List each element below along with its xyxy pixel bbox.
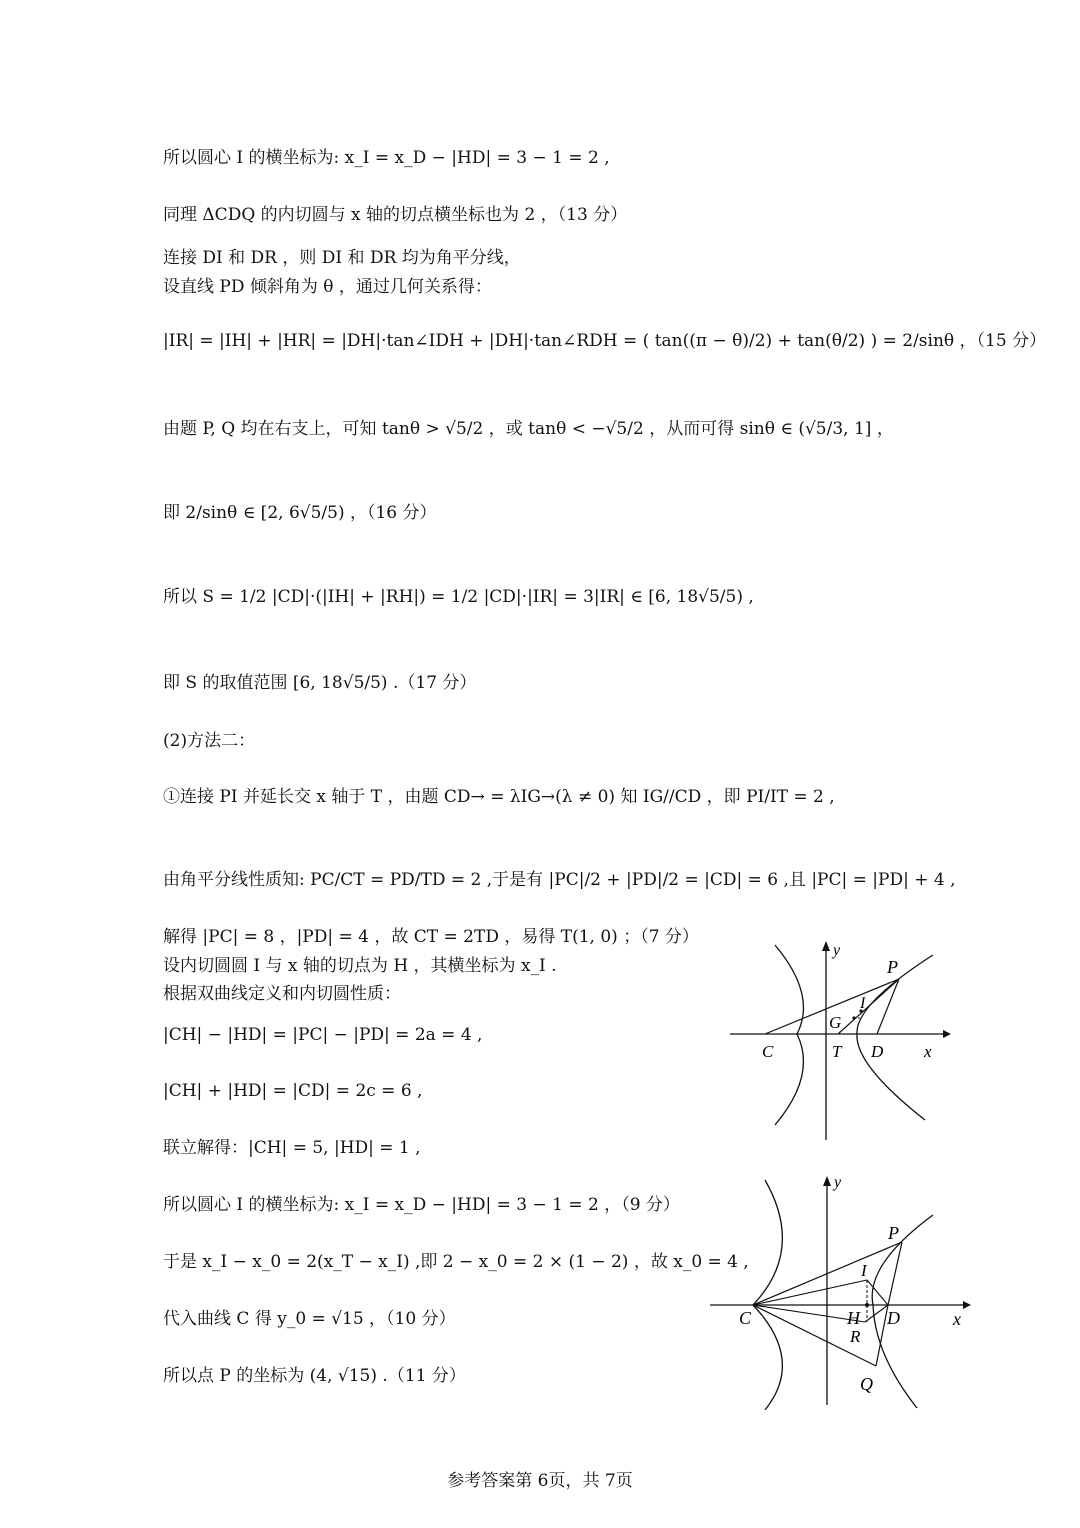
fig2-label: D xyxy=(887,1308,900,1328)
fig1-label: x xyxy=(924,1042,932,1061)
fig2-label: C xyxy=(739,1308,752,1328)
fig2-label: x xyxy=(953,1309,961,1329)
text-line: 即 S 的取值范围 [6, 18√5/5) .（17 分） xyxy=(163,673,477,693)
text-line: 联立解得：|CH| = 5, |HD| = 1 , xyxy=(163,1138,421,1158)
fig2-label: Q xyxy=(860,1374,873,1394)
text-line: 由角平分线性质知: PC/CT = PD/TD = 2 ,于是有 |PC|/2 + |PD|/2 = |CD| = 6 ,且 |PC| = |PD| + 4 , xyxy=(163,870,956,890)
text-line: (2)方法二： xyxy=(163,731,256,751)
fig1-label: D xyxy=(871,1042,884,1061)
fig2-label: P xyxy=(888,1223,899,1243)
text-line: 于是 x_I − x_0 = 2(x_T − x_I) ,即 2 − x_0 = 2 × (1 − 2) ，故 x_0 = 4 , xyxy=(163,1252,749,1272)
text-line: 连接 DI 和 DR ，则 DI 和 DR 均为角平分线， xyxy=(163,248,521,268)
page-footer: 参考答案第 6页，共 7页 xyxy=(447,1471,633,1491)
figure-2-hyperbola-diagram xyxy=(705,1170,975,1410)
fig1-label: C xyxy=(762,1042,774,1061)
fig2-label: y xyxy=(834,1174,842,1191)
fig1-label: I xyxy=(860,995,866,1012)
text-line: 根据双曲线定义和内切圆性质： xyxy=(163,984,401,1004)
text-line: |IR| = |IH| + |HR| = |DH|·tan∠IDH + |DH|·tan∠RDH = ( tan((π − θ)/2) + tan(θ/2) ) = 2/sinθ ，（15 分） xyxy=(163,331,1047,351)
fig2-label: I xyxy=(861,1261,867,1280)
fig1-label: T xyxy=(832,1042,842,1061)
text-line: 设内切圆圆 I 与 x 轴的切点为 H ，其横坐标为 x_I . xyxy=(163,956,557,976)
text-line: 所以点 P 的坐标为 (4, √15) .（11 分） xyxy=(163,1366,466,1386)
fig1-label: G xyxy=(829,1013,842,1032)
text-line: 由题 P, Q 均在右支上，可知 tanθ > √5/2 ，或 tanθ < −√5/2 ，从而可得 sinθ ∈ (√5/3, 1] ， xyxy=(163,419,894,439)
fig2-label: H xyxy=(847,1308,860,1328)
text-line: 解得 |PC| = 8 ，|PD| = 4 ，故 CT = 2TD ，易得 T(1, 0) ；（7 分） xyxy=(163,927,699,947)
text-line: |CH| − |HD| = |PC| − |PD| = 2a = 4 , xyxy=(163,1025,483,1045)
text-line: 所以圆心 I 的横坐标为: x_I = x_D − |HD| = 3 − 1 = 2 , xyxy=(163,148,610,168)
text-line: 即 2/sinθ ∈ [2, 6√5/5) ，（16 分） xyxy=(163,503,437,523)
text-line: ①连接 PI 并延长交 x 轴于 T ，由题 CD→ = λIG→(λ ≠ 0) 知 IG//CD ，即 PI/IT = 2 , xyxy=(163,787,835,807)
text-line: 同理 ΔCDQ 的内切圆与 x 轴的切点横坐标也为 2 ，（13 分） xyxy=(163,205,628,225)
fig2-label: R xyxy=(850,1327,861,1346)
text-line: |CH| + |HD| = |CD| = 2c = 6 , xyxy=(163,1081,423,1101)
figure-1-hyperbola-diagram xyxy=(725,935,955,1145)
text-line: 所以圆心 I 的横坐标为: x_I = x_D − |HD| = 3 − 1 = 2 ，（9 分） xyxy=(163,1195,680,1215)
fig1-label: P xyxy=(887,957,898,977)
text-line: 代入曲线 C 得 y_0 = √15 ，（10 分） xyxy=(163,1309,456,1329)
text-line: 设直线 PD 倾斜角为 θ ，通过几何关系得： xyxy=(163,277,492,297)
fig1-label: y xyxy=(833,942,841,959)
text-line: 所以 S = 1/2 |CD|·(|IH| + |RH|) = 1/2 |CD|·|IR| = 3|IR| ∈ [6, 18√5/5) , xyxy=(163,587,754,607)
